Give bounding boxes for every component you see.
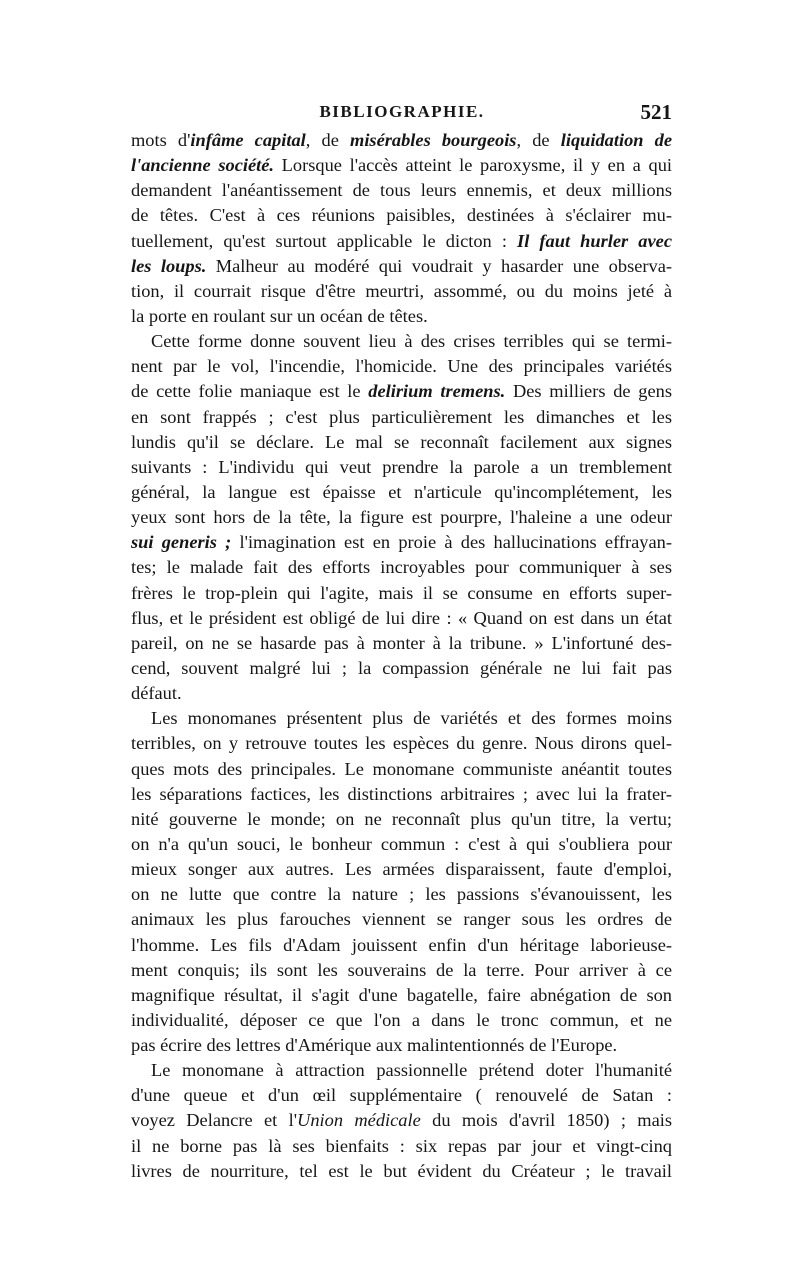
page-header (132, 100, 672, 126)
emphasis-text: les loups. (131, 255, 207, 276)
text-run: défaut. (131, 683, 182, 704)
text-line (131, 782, 672, 807)
emphasis-text: Union médicale (297, 1110, 421, 1131)
text-line (131, 1108, 672, 1133)
text-line (131, 882, 672, 907)
text-run: l'imagination est en proie à des hallucinations effrayan- (231, 532, 672, 553)
text-line (131, 1134, 672, 1159)
text-line (131, 757, 672, 782)
text-run: tes; le malade fait des efforts incroyables pour communiquer à ses (131, 557, 672, 578)
emphasis-text: sui generis ; (131, 532, 232, 553)
text-line (131, 329, 672, 354)
text-line (131, 304, 672, 329)
text-run: on n'a qu'un souci, le bonheur commun : c'est à qui s'oubliera pour (131, 833, 672, 854)
text-run: en sont frappés ; c'est plus particulièrement les dimanches et les (131, 406, 672, 427)
text-line (131, 1159, 672, 1184)
text-line (131, 656, 672, 681)
text-run: cend, souvent malgré lui ; la compassion générale ne lui fait pas (131, 657, 672, 678)
text-line (131, 279, 672, 304)
text-run: pareil, on ne se hasarde pas à monter à la tribune. » L'infortuné des- (131, 632, 672, 653)
text-run: , de (516, 130, 561, 150)
text-run: livres de nourriture, tel est le but évident du Créateur ; le travail (131, 1160, 672, 1181)
text-line (131, 405, 672, 430)
text-run: mieux songer aux autres. Les armées disparaissent, faute d'emploi, (131, 859, 672, 880)
text-run: la porte en roulant sur un océan de têtes. (131, 305, 428, 326)
text-run: l'homme. Les fils d'Adam jouissent enfin d'un héritage laborieuse- (131, 934, 672, 955)
body-text (131, 128, 672, 1184)
text-line (131, 229, 672, 254)
text-run: nité gouverne le monde; on ne reconnaît plus qu'un titre, la vertu; (131, 808, 672, 829)
text-run: Lorsque l'accès atteint le paroxysme, il y en a qui (274, 155, 672, 176)
text-line (131, 430, 672, 455)
text-run: yeux sont hors de la tête, la figure est pourpre, l'haleine a une odeur (131, 507, 672, 528)
text-run: du mois d'avril 1850) ; mais (420, 1110, 673, 1131)
text-run: Des milliers de gens (505, 381, 673, 402)
text-line (131, 933, 672, 958)
text-run: suivants : L'individu qui veut prendre la parole a un tremblement (131, 456, 672, 477)
text-run: ment conquis; ils sont les souverains de la terre. Pour arriver à ce (131, 959, 672, 980)
text-run: Malheur au modéré qui voudrait y hasarder une observa- (206, 255, 672, 276)
emphasis-text: Il faut hurler avec (517, 230, 672, 251)
text-run: de cette folie maniaque est le (131, 381, 369, 402)
text-run: lundis qu'il se déclare. Le mal se reconnaît facilement aux signes (131, 431, 672, 452)
emphasis-text: infâme capital (190, 130, 306, 150)
emphasis-text: misérables bourgeois (350, 130, 517, 150)
text-line (131, 907, 672, 932)
text-line (131, 1008, 672, 1033)
text-run: Cette forme donne souvent lieu à des crises terribles qui se termi- (151, 331, 672, 352)
emphasis-text: delirium tremens. (368, 381, 506, 402)
page-number: 521 (640, 100, 672, 124)
text-run: tuellement, qu'est surtout applicable le dicton : (131, 230, 518, 251)
text-run: magnifique résultat, il s'agit d'une bagatelle, faire abnégation de son (131, 984, 672, 1005)
text-run: terribles, on y retrouve toutes les espèces du genre. Nous dirons quel- (131, 733, 672, 754)
text-line (131, 983, 672, 1008)
text-line (131, 807, 672, 832)
text-line (131, 1058, 672, 1083)
text-line (131, 455, 672, 480)
text-run: général, la langue est épaisse et n'articule qu'incomplétement, les (131, 481, 672, 502)
text-run: frères le trop-plein qui l'agite, mais il se consume en efforts super- (131, 582, 672, 603)
text-line (131, 706, 672, 731)
text-run: nent par le vol, l'incendie, l'homicide. Une des principales variétés (131, 356, 672, 377)
text-line (131, 505, 672, 530)
text-line (131, 203, 672, 228)
text-line (131, 731, 672, 756)
text-line (131, 681, 672, 706)
text-line (131, 153, 672, 178)
text-run: de têtes. C'est à ces réunions paisibles, destinées à s'éclairer mu- (131, 205, 672, 226)
text-run: les séparations factices, les distinctions arbitraires ; avec lui la frater- (131, 783, 672, 804)
text-run: il ne borne pas là ses bienfaits : six repas par jour et vingt-cinq (131, 1135, 672, 1156)
text-line (131, 606, 672, 631)
text-run: d'une queue et d'un œil supplémentaire ( renouvelé de Satan : (131, 1085, 672, 1106)
text-line (131, 581, 672, 606)
text-run: mots d' (131, 130, 191, 150)
text-run: demandent l'anéantissement de tous leurs ennemis, et deux millions (131, 180, 672, 201)
text-line (131, 1033, 672, 1058)
text-run: individualité, déposer ce que l'on a dans le tronc commun, et ne (131, 1009, 672, 1030)
running-head: BIBLIOGRAPHIE. (319, 102, 485, 121)
text-line (131, 631, 672, 656)
text-line (131, 354, 672, 379)
text-run: pas écrire des lettres d'Amérique aux malintentionnés de l'Europe. (131, 1035, 618, 1056)
text-line (131, 832, 672, 857)
text-run: flus, et le président est obligé de lui dire : « Quand on est dans un état (131, 607, 672, 628)
text-line (131, 379, 672, 404)
text-line (131, 178, 672, 203)
text-line (131, 958, 672, 983)
text-run: voyez Delancre et l' (131, 1110, 298, 1131)
text-line (131, 254, 672, 279)
text-line (131, 128, 672, 153)
emphasis-text: l'ancienne société. (131, 155, 275, 176)
emphasis-text: liquidation de (560, 130, 673, 150)
text-line (131, 530, 672, 555)
text-run: animaux les plus farouches viennent se ranger sous les ordres de (131, 909, 672, 930)
text-run: tion, il courrait risque d'être meurtri, assommé, ou du moins jeté à (131, 280, 672, 301)
text-line (131, 555, 672, 580)
text-run: on ne lutte que contre la nature ; les passions s'évanouissent, les (131, 884, 672, 905)
text-line (131, 480, 672, 505)
text-run: Les monomanes présentent plus de variétés et des formes moins (151, 708, 672, 729)
text-run: ques mots des principales. Le monomane communiste anéantit toutes (131, 758, 672, 779)
text-run: , de (305, 130, 351, 150)
text-line (131, 857, 672, 882)
text-line (131, 1083, 672, 1108)
text-run: Le monomane à attraction passionnelle prétend doter l'humanité (151, 1060, 672, 1081)
